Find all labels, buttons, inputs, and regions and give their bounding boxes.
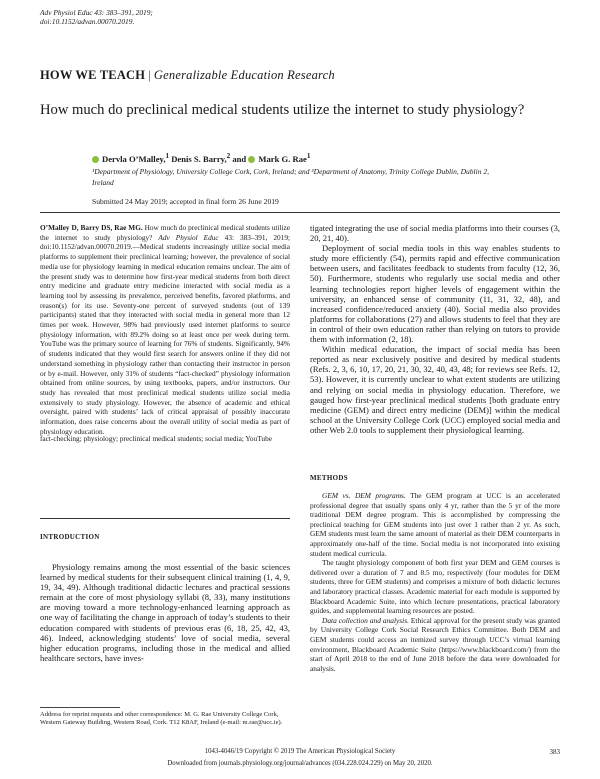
methods-text: The GEM program at UCC is an accelerated professional degree that usually spans only 4 yr, rather than the 5 yr of the more traditional DEM degree program. This is accomplished by compressing the preclinical teaching for GEM students into just over 1 rather than 2 yr. As such, GEM students must learn the same amount of material as their DEM counterparts in approximately one-half of the time. Social media is not incorporated into existing student medical curricula. — [310, 491, 560, 558]
author-rae-affil: 1 — [306, 152, 311, 160]
intro-heading: INTRODUCTION — [40, 533, 100, 541]
orcid-icon[interactable] — [248, 156, 255, 163]
page-number: 383 — [549, 748, 560, 756]
author-omalley[interactable]: Dervla O’Malley, — [102, 153, 166, 164]
intro-body: Physiology remains among the most essential of the basic sciences learned by medical students for their subsequent clinical training (1, 4, 9, 19, 34, 49). Although traditional didactic lectures and practical sessions remain at the core of most physiology syllabi (8, 33), many institutions are moving toward a more technology-enhanced learning approach as one way of facilitating the change in approach of today’s students to their education compared with students of previous eras (6, 18, 25, 42, 43, 46). Indeed, acknowledging students’ love of social media, several higher education programs, including those in the medical and allied healthcare sectors, have inves- — [40, 562, 290, 663]
author-list — [92, 152, 310, 164]
methods-paragraph — [310, 616, 560, 674]
intro-paragraph: Within medical education, the impact of social media has been reported as near exclusively positive and desired by medical students (Refs. 2, 3, 6, 10, 17, 20, 21, 30, 32, 40, 43, 48; for reviews see Refs. 12, 53). However, it is currently unclear to what extent students are utilizing and relying on social media in physiology education. Therefore, we gauged how first-year preclinical medical students [both graduate entry medicine (GEM) and direct entry medicine (DEM)] within the medical school at the University College Cork (UCC) employed social media and other Web 2.0 tools to supplement their physiological learning. — [310, 344, 560, 435]
submission-dates: Submitted 24 May 2019; accepted in final form 26 June 2019 — [92, 197, 279, 206]
section-tag — [40, 68, 335, 83]
abstract-title-ref: How much do preclinical medical students utilize the internet to study physiology? — [40, 223, 290, 242]
download-notice[interactable]: Downloaded from journals.physiology.org/journal/advances (034.228.024.229) on May 20, 2020. — [167, 760, 433, 767]
footnote-divider — [40, 707, 120, 708]
methods-paragraph — [310, 491, 560, 558]
methods-body — [310, 491, 560, 673]
article-title: How much do preclinical medical students utilize the internet to study physiology? — [40, 102, 525, 118]
section-kicker: HOW WE TEACH — [40, 68, 146, 82]
journal-citation-line1: Adv Physiol Educ 43: 383–391, 2019; — [40, 8, 153, 17]
intro-continued — [310, 223, 560, 435]
intro-paragraph: Deployment of social media tools in this way enables students to study more efficiently (54), permits rapid and effective communication between users, and facilitates feedback to students from faculty (12, 36, 50). Furthermore, students who regularly use social media and other learning technologies report higher levels of engagement within the university, an enhanced sense of community (11, 31, 32, 48), and increased confidence/reduced anxiety (40). Social media also provides platforms for collaborations (27) and allows students to feel that they are in control of their own education rather than relying on tutors to provide them with information (2, 18). — [310, 243, 560, 345]
abstract-body: Medical students increasingly utilize social media platforms to supplement their preclinical learning; however, the prevalence of social media use for physiology learning in medical education remains unclear. The aim of the present study was to determine how first-year medical students from both direct entry medicine and graduate entry medicine interacted with social media as a learning tool by assessing its prevalence, perceived benefits, favored platforms, and reason(s) for its use. Seventy-one percent of surveyed students (out of 139 participants) stated that they interacted with social media in general more than 12 times per week. However, 98% had previously used internet platforms to source physiology information, with 89.2% doing so at least once per week during term. YouTube was the primary source of learning for 76% of students. Significantly, 94% of students indicated that they would first search for answers online if they did not understand something in physiology rather than contacting their instructor in person or by e-mail. However, only 31% of students “fact-checked” physiology information obtained from online sources, by using textbooks, papers, and/or instructors. Our study has revealed that most preclinical medical students utilize social media extensively to study physiology. However, the absence of academic and ethical oversight, paired with students’ lack of critical appraisal of possibly inaccurate information, does raise concerns about the overall utility of social media as part of physiology education. — [40, 242, 290, 436]
author-rae[interactable]: Mark G. Rae — [258, 153, 307, 164]
intro-paragraph: tigated integrating the use of social media platforms into their courses (3, 20, 21, 40). — [310, 223, 560, 244]
methods-heading: METHODS — [310, 474, 348, 482]
author-barry[interactable]: Denis S. Barry, — [171, 153, 227, 164]
section-separator: | — [148, 68, 151, 82]
section-series: Generalizable Education Research — [153, 68, 335, 82]
correspondence-footnote: Address for reprint requests and other correspondence: M. G. Rae University College Cork, Western Gateway Building, Western Road, Cork. T12 K8AF, Ireland (e-mail: m.rae@ucc.ie). — [40, 711, 283, 727]
abstract — [40, 223, 290, 436]
abstract-citation[interactable]: 43: 383–391, 2019; doi:10.1152/advan.00070.2019.— — [40, 232, 290, 252]
author-barry-affil: 2 — [226, 152, 231, 160]
orcid-icon[interactable] — [92, 156, 99, 163]
keywords: fact-checking; physiology; preclinical medical students; social media; YouTube — [40, 434, 272, 443]
methods-text: Ethical approval for the present study was granted by University College Cork Social Research Ethics Committee. Both DEM and GEM students could access an itemized survey through UCC’s virtual learning environment, Blackboard Academic Suite (https://www.blackboard.com/) from the start of April 2018 to the end of June 2018 before the data were downloaded for analysis. — [310, 615, 560, 673]
author-omalley-affil: 1 — [165, 152, 170, 160]
methods-paragraph: The taught physiology component of both first year DEM and GEM courses is delivered over a duration of 7 and 8.5 mo, respectively (four modules for DEM students, three for GEM students) and comprises a mixture of both didactic lectures and laboratory practical classes. Academic material for each module is supported by Blackboard Academic Suite, into which lecture presentations, practical laboratory guides, and supplemental learning resources are posted. — [310, 558, 560, 616]
affiliations: ¹Department of Physiology, University College Cork, Cork, Ireland; and ²Department of Anatomy, Trinity College Dublin, Dublin 2, Ireland — [92, 167, 489, 187]
methods-subheading: GEM vs. DEM programs. — [322, 491, 406, 500]
abstract-journal-ref: Adv Physiol Educ — [158, 232, 219, 242]
author-conjunction: and — [232, 153, 247, 164]
header-divider — [40, 212, 560, 213]
journal-citation — [40, 8, 153, 26]
methods-subheading: Data collection and analysis. — [322, 615, 409, 625]
abstract-lead: O’Malley D, Barry DS, Rae MG. — [40, 223, 143, 232]
journal-citation-line2: doi:10.1152/advan.00070.2019. — [40, 17, 135, 26]
copyright-line: 1043-4046/19 Copyright © 2019 The American Physiological Society — [204, 748, 396, 755]
abstract-divider — [40, 518, 290, 519]
